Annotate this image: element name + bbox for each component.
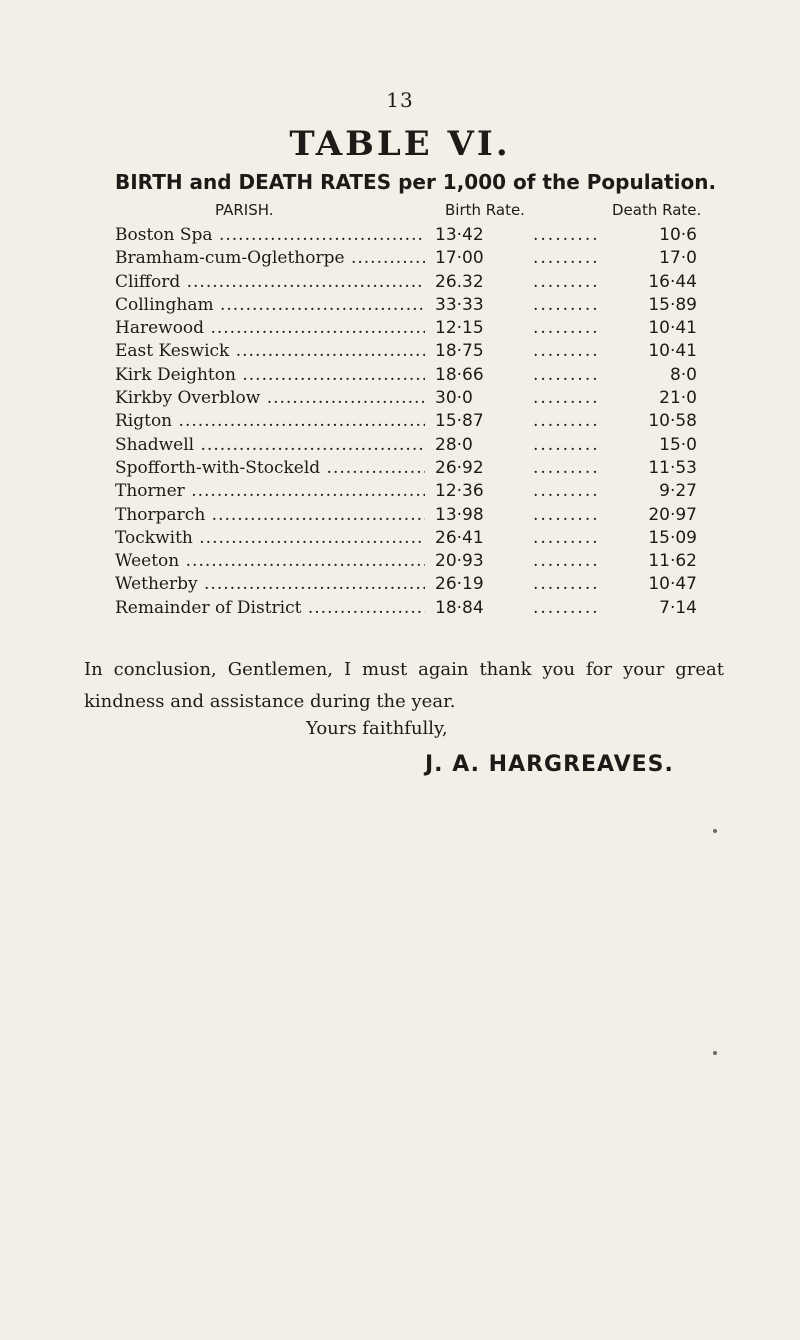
birth-rate-value: 33·33 [435,294,484,315]
parish-name: East Keswick ..... [115,340,425,363]
parish-name: Harewood ..... [115,317,425,340]
parish-name: Shadwell ..... [115,434,425,457]
death-rate-value: 10·47 [648,574,697,595]
table-row [115,527,715,550]
parish-name: Collingham ..... [115,294,425,317]
birth-rate-value: 26·41 [435,527,484,548]
birth-rate-value: 18·84 [435,597,484,618]
table-row [115,387,715,410]
dot-leader: ......... [533,364,600,385]
death-rate-value: 10·41 [648,318,697,339]
parish-name: Remainder of District ..... [115,597,425,620]
death-rate-value: 9·27 [659,481,697,502]
dot-leader: ......... [533,574,600,595]
dot-leader: ......... [533,434,600,455]
table-subtitle: BIRTH and DEATH RATES per 1,000 of the Population. [115,170,717,194]
parish-name: Rigton ..... [115,410,425,433]
dot-leader: ......... [533,341,600,362]
table-row [115,340,715,363]
death-rate-value: 10·6 [659,225,697,245]
table-row [115,504,715,527]
dot-leader: ......... [533,457,600,478]
parish-name: Kirkby Overblow ..... [115,387,425,410]
table-row [115,247,715,270]
conclusion-paragraph: In conclusion, Gentlemen, I must again thank you for your great kindness and assistance during the year. [84,659,724,712]
dot-leader: ......... [533,318,600,339]
dot-leader: ......... [533,225,600,245]
parish-name: Clifford ..... [115,271,425,294]
dot-leader: ......... [533,597,600,618]
table-row [115,224,715,247]
death-rate-value: 10·58 [648,411,697,432]
death-rate-value: 10·41 [648,341,697,362]
birth-rate-value: 26·92 [435,457,484,478]
rates-table [115,224,715,620]
paper-speck [713,829,717,833]
death-rate-value: 21·0 [659,388,697,409]
parish-name: Spofforth-with-Stockeld ..... [115,457,425,480]
dot-leader: ......... [533,551,600,572]
birth-rate-value: 12·15 [435,318,484,339]
birth-rate-value: 15·87 [435,411,484,432]
death-rate-value: 11·62 [648,551,697,572]
page-number: 13 [386,88,414,112]
parish-name: Bramham-cum-Oglethorpe ..... [115,247,425,270]
table-row [115,550,715,573]
birth-rate-value: 12·36 [435,481,484,502]
birth-rate-value: 17·00 [435,248,484,269]
column-header-death-rate: Death Rate. [612,201,702,219]
birth-rate-value: 18·66 [435,364,484,385]
dot-leader: ......... [533,504,600,525]
parish-name: Wetherby ..... [115,573,425,596]
table-row [115,573,715,596]
death-rate-value: 15·0 [659,434,697,455]
table-row [115,457,715,480]
closing-salutation: Yours faithfully, [306,718,448,739]
birth-rate-value: 26·19 [435,574,484,595]
dot-leader: ......... [533,388,600,409]
table-row [115,410,715,433]
column-header-parish: PARISH. [215,201,274,219]
parish-name: Thorparch ..... [115,504,425,527]
death-rate-value: 11·53 [648,457,697,478]
dot-leader: ......... [533,481,600,502]
table-row [115,364,715,387]
dot-leader: ......... [533,527,600,548]
birth-rate-value: 28·0 [435,434,473,455]
birth-rate-value: 13·98 [435,504,484,525]
death-rate-value: 8·0 [669,364,697,385]
dot-leader: ......... [533,294,600,315]
birth-rate-value: 13·42 [435,225,484,245]
parish-name: Weeton ..... [115,550,425,573]
parish-name: Boston Spa ..... [115,224,425,247]
death-rate-value: 20·97 [648,504,697,525]
table-row [115,597,715,620]
column-header-birth-rate: Birth Rate. [445,201,525,219]
death-rate-value: 15·89 [648,294,697,315]
death-rate-value: 15·09 [648,527,697,548]
dot-leader: ......... [533,248,600,269]
birth-rate-value: 26.32 [435,271,484,292]
dot-leader: ......... [533,271,600,292]
death-rate-value: 17·0 [659,248,697,269]
dot-leader: ......... [533,411,600,432]
birth-rate-value: 20·93 [435,551,484,572]
death-rate-value: 7·14 [659,597,697,618]
table-row [115,271,715,294]
death-rate-value: 16·44 [648,271,697,292]
table-row [115,317,715,340]
table-title: TABLE VI. [289,124,511,164]
paper-speck [713,1051,717,1055]
table-row [115,294,715,317]
parish-name: Thorner ..... [115,480,425,503]
signature: J. A. HARGREAVES. [425,752,674,777]
birth-rate-value: 18·75 [435,341,484,362]
parish-name: Tockwith ..... [115,527,425,550]
parish-name: Kirk Deighton ..... [115,364,425,387]
table-row [115,434,715,457]
birth-rate-value: 30·0 [435,388,473,409]
table-row [115,480,715,503]
